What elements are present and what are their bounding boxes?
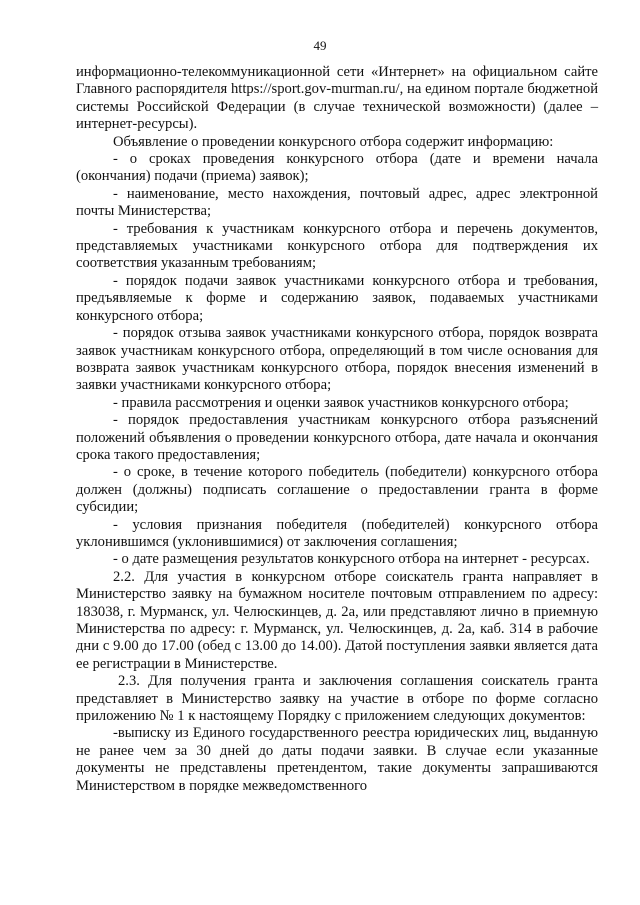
paragraph-registry-extract: -выписку из Единого государственного реестра юридических лиц, выданную не ранее чем за 30 дней до даты подачи заявки. В случае если указанные документы не представлены претендентом, такие документы запрашиваются Министерством в порядке межведомственного [76,725,598,794]
list-item-participant-requirements: - требования к участникам конкурсного отбора и перечень документов, представляемых участниками конкурсного отбора для подтверждения их соответствия указанным требованиям; [76,220,598,272]
document-body [76,64,598,795]
paragraph-section-2-3: 2.3. Для получения гранта и заключения соглашения соискатель гранта представляет в Министерство заявку на участие в отборе по форме согласно приложению № 1 к настоящему Порядку с приложением следующих документов: [76,673,598,725]
page-number: 49 [313,38,327,53]
list-item-evaluation-rules: - правила рассмотрения и оценки заявок участников конкурсного отбора; [113,394,569,411]
list-item-deadlines: - о сроках проведения конкурсного отбора (дате и времени начала (окончания) подачи (приема) заявок); [76,151,598,185]
list-item-results-date: - о дате размещения результатов конкурсного отбора на интернет - ресурсах. [113,551,590,568]
list-item-application-procedure: - порядок подачи заявок участниками конкурсного отбора и требования, предъявляемые к форме и содержанию заявок, подаваемых участниками конкурсного отбора; [76,272,598,324]
list-item-signing-deadline: - о сроке, в течение которого победитель (победители) конкурсного отбора должен (должны) подписать соглашение о предоставлении гранта в форме субсидии; [76,464,598,516]
list-item-clarifications: - порядок предоставления участникам конкурсного отбора разъяснений положений объявления о проведении конкурсного отбора, дате начала и окончания срока такого предоставления; [76,412,598,463]
paragraph-announcement-intro: Объявление о проведении конкурсного отбора содержит информацию: [113,133,554,150]
list-item-evasion-conditions: - условия признания победителя (победителей) конкурсного отбора уклонившимся (уклонившимися) от заключения соглашения; [76,516,598,550]
list-item-withdrawal-procedure: - порядок отзыва заявок участниками конкурсного отбора, порядок возврата заявок участникам конкурсного отбора, определяющий в том числе основания для возврата заявок участникам конкурсного отбора, порядок внесения изменений в заявки участниками конкурсного отбора; [76,325,598,394]
paragraph-section-2-2: 2.2. Для участия в конкурсном отборе соискатель гранта направляет в Министерство заявку на бумажном носителе почтовым отправлением по адресу: 183038, г. Мурманск, ул. Челюскинцев, д. 2а, или представляют лично в приемную Министерства по адресу: г. Мурманск, ул. Челюскинцев, д. 2а, каб. 314 в рабочие дни с 9.00 до 17.00 (обед с 13.00 до 14.00). Датой поступления заявки является дата ее регистрации в Министерстве. [76,568,598,672]
list-item-ministry-address: - наименование, место нахождения, почтовый адрес, адрес электронной почты Министерства; [76,185,598,220]
paragraph-continuation: информационно-телекоммуникационной сети «Интернет» на официальном сайте Главного распорядителя https://sport.gov-murman.ru/, на едином портале бюджетной системы Российской Федерации (в случае технической возможности) (далее – интернет-ресурсы). [76,64,598,133]
